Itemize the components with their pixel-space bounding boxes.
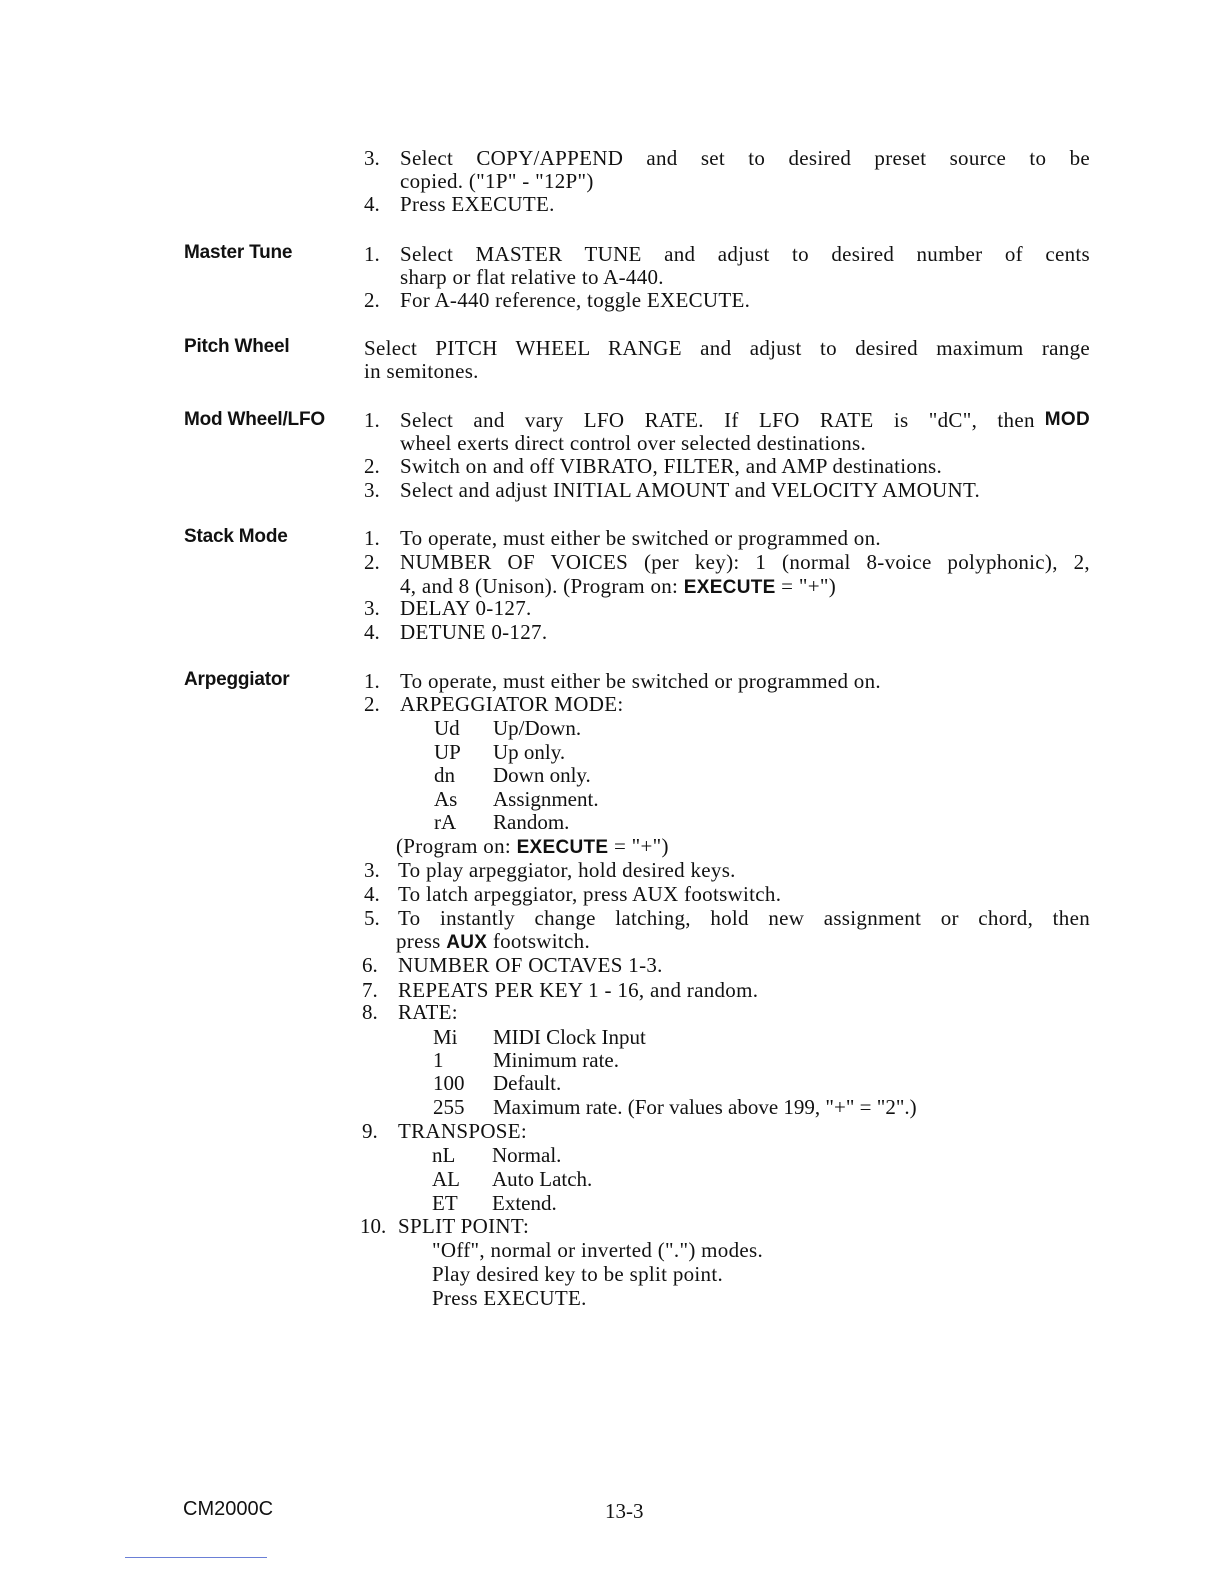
stack-mode-item2-value: = "+") [781, 574, 837, 598]
arp-rate-code: 255 [433, 1095, 465, 1119]
arp-split-line: Play desired key to be split point. [432, 1262, 724, 1286]
arp-mode-desc: Random. [493, 810, 570, 834]
item-number: 9. [362, 1119, 378, 1143]
arp-transpose-code: ET [432, 1191, 458, 1215]
item-number: 5. [364, 906, 380, 930]
arp-mode-desc: Down only. [493, 763, 591, 787]
arp-rate-code: 1 [433, 1048, 444, 1072]
mod-keyword: MOD [1044, 409, 1090, 430]
arp-program-text: (Program on: [396, 834, 511, 858]
arp-item4-line1: To latch arpeggiator, press AUX footswitch. [398, 882, 782, 906]
arp-item10-line1: SPLIT POINT: [398, 1214, 530, 1238]
item-number: 4. [364, 882, 380, 906]
arp-program-on [396, 834, 669, 860]
execute-keyword: EXECUTE [516, 837, 609, 858]
item-number: 1. [364, 408, 380, 432]
aux-keyword: AUX [446, 932, 488, 953]
arp-rate-desc: MIDI Clock Input [493, 1025, 646, 1049]
arp-item9-line1: TRANSPOSE: [398, 1119, 528, 1143]
item-number: 1. [364, 669, 380, 693]
copy-item4-line1: Press EXECUTE. [400, 192, 555, 216]
stack-mode-item1-line1: To operate, must either be switched or programmed on. [400, 526, 881, 550]
item-number: 3. [364, 146, 380, 170]
mod-wheel-item1-line2: wheel exerts direct control over selected destinations. [400, 431, 867, 455]
mod-wheel-item3-line1: Select and adjust INITIAL AMOUNT and VELOCITY AMOUNT. [400, 478, 981, 502]
item-number: 6. [362, 953, 378, 977]
arp-rate-desc: Minimum rate. [493, 1048, 619, 1072]
section-label-pitch-wheel: Pitch Wheel [184, 336, 290, 357]
mod-wheel-item2-line1: Switch on and off VIBRATO, FILTER, and AMP destinations. [400, 454, 943, 478]
arp-item5-line2 [396, 929, 590, 955]
arp-item8-line1: RATE: [398, 1000, 458, 1024]
item-number: 3. [364, 596, 380, 620]
item-number: 2. [364, 550, 380, 574]
mod-wheel-item1-line1 [400, 408, 1090, 432]
bottom-rule [125, 1557, 267, 1558]
item-number: 2. [364, 692, 380, 716]
pitch-wheel-line1: Select PITCH WHEEL RANGE and adjust to desired maximum range [364, 336, 1090, 360]
item-number: 2. [364, 288, 380, 312]
arp-item3-line1: To play arpeggiator, hold desired keys. [398, 858, 736, 882]
arp-rate-code: 100 [433, 1071, 465, 1095]
arp-mode-code: rA [434, 810, 457, 834]
section-label-arpeggiator: Arpeggiator [184, 669, 290, 690]
item-number: 4. [364, 192, 380, 216]
arp-program-value: = "+") [613, 834, 669, 858]
master-tune-item1-line2: sharp or flat relative to A-440. [400, 265, 664, 289]
section-label-stack-mode: Stack Mode [184, 526, 288, 547]
execute-keyword: EXECUTE [683, 577, 776, 598]
arp-mode-code: dn [434, 763, 455, 787]
arp-rate-desc: Maximum rate. (For values above 199, "+" = "2".) [493, 1095, 917, 1119]
copy-item3-line1: Select COPY/APPEND and set to desired preset source to be [400, 146, 1090, 170]
arp-rate-code: Mi [433, 1025, 458, 1049]
stack-mode-item2-text: 4, and 8 (Unison). (Program on: [400, 574, 679, 598]
arp-transpose-code: nL [432, 1143, 456, 1167]
item-number: 2. [364, 454, 380, 478]
stack-mode-item3-line1: DELAY 0-127. [400, 596, 532, 620]
item-number: 8. [362, 1000, 378, 1024]
arp-rate-desc: Default. [493, 1071, 562, 1095]
arp-mode-code: Ud [434, 716, 460, 740]
section-label-master-tune: Master Tune [184, 242, 293, 263]
stack-mode-item4-line1: DETUNE 0-127. [400, 620, 548, 644]
arp-transpose-desc: Extend. [492, 1191, 557, 1215]
section-label-mod-wheel: Mod Wheel/LFO [184, 409, 325, 430]
copy-item3-line2: copied. ("1P" - "12P") [400, 169, 594, 193]
arp-transpose-desc: Auto Latch. [492, 1167, 593, 1191]
arp-transpose-code: AL [432, 1167, 460, 1191]
item-number: 1. [364, 242, 380, 266]
arp-split-line: "Off", normal or inverted (".") modes. [432, 1238, 764, 1262]
pitch-wheel-line2: in semitones. [364, 359, 479, 383]
arp-item7-line1: REPEATS PER KEY 1 - 16, and random. [398, 978, 759, 1002]
item-number: 4. [364, 620, 380, 644]
item-number: 3. [364, 478, 380, 502]
arp-transpose-desc: Normal. [492, 1143, 562, 1167]
item-number: 10. [360, 1214, 387, 1238]
mod-wheel-item1-text: Select and vary LFO RATE. If LFO RATE is "dC", then [400, 408, 1035, 432]
footer-page-number: 13-3 [605, 1499, 644, 1523]
master-tune-item2-line1: For A-440 reference, toggle EXECUTE. [400, 288, 751, 312]
arp-item5-text: press [396, 929, 441, 953]
arp-mode-code: As [434, 787, 458, 811]
item-number: 1. [364, 526, 380, 550]
item-number: 3. [364, 858, 380, 882]
arp-item6-line1: NUMBER OF OCTAVES 1-3. [398, 953, 663, 977]
item-number: 7. [362, 978, 378, 1002]
master-tune-item1-line1: Select MASTER TUNE and adjust to desired number of cents [400, 242, 1090, 266]
footer-doc-code: CM2000C [183, 1498, 274, 1520]
arp-mode-desc: Assignment. [493, 787, 599, 811]
arp-mode-code: UP [434, 740, 461, 764]
arp-mode-desc: Up only. [493, 740, 566, 764]
arp-split-line: Press EXECUTE. [432, 1286, 587, 1310]
arp-mode-desc: Up/Down. [493, 716, 582, 740]
stack-mode-item2-line1: NUMBER OF VOICES (per key): 1 (normal 8-voice polyphonic), 2, [400, 550, 1090, 574]
arp-item5-text-end: footswitch. [492, 929, 591, 953]
arp-item2-line1: ARPEGGIATOR MODE: [400, 692, 624, 716]
arp-item5-line1: To instantly change latching, hold new assignment or chord, then [398, 906, 1090, 930]
arp-item1-line1: To operate, must either be switched or programmed on. [400, 669, 881, 693]
